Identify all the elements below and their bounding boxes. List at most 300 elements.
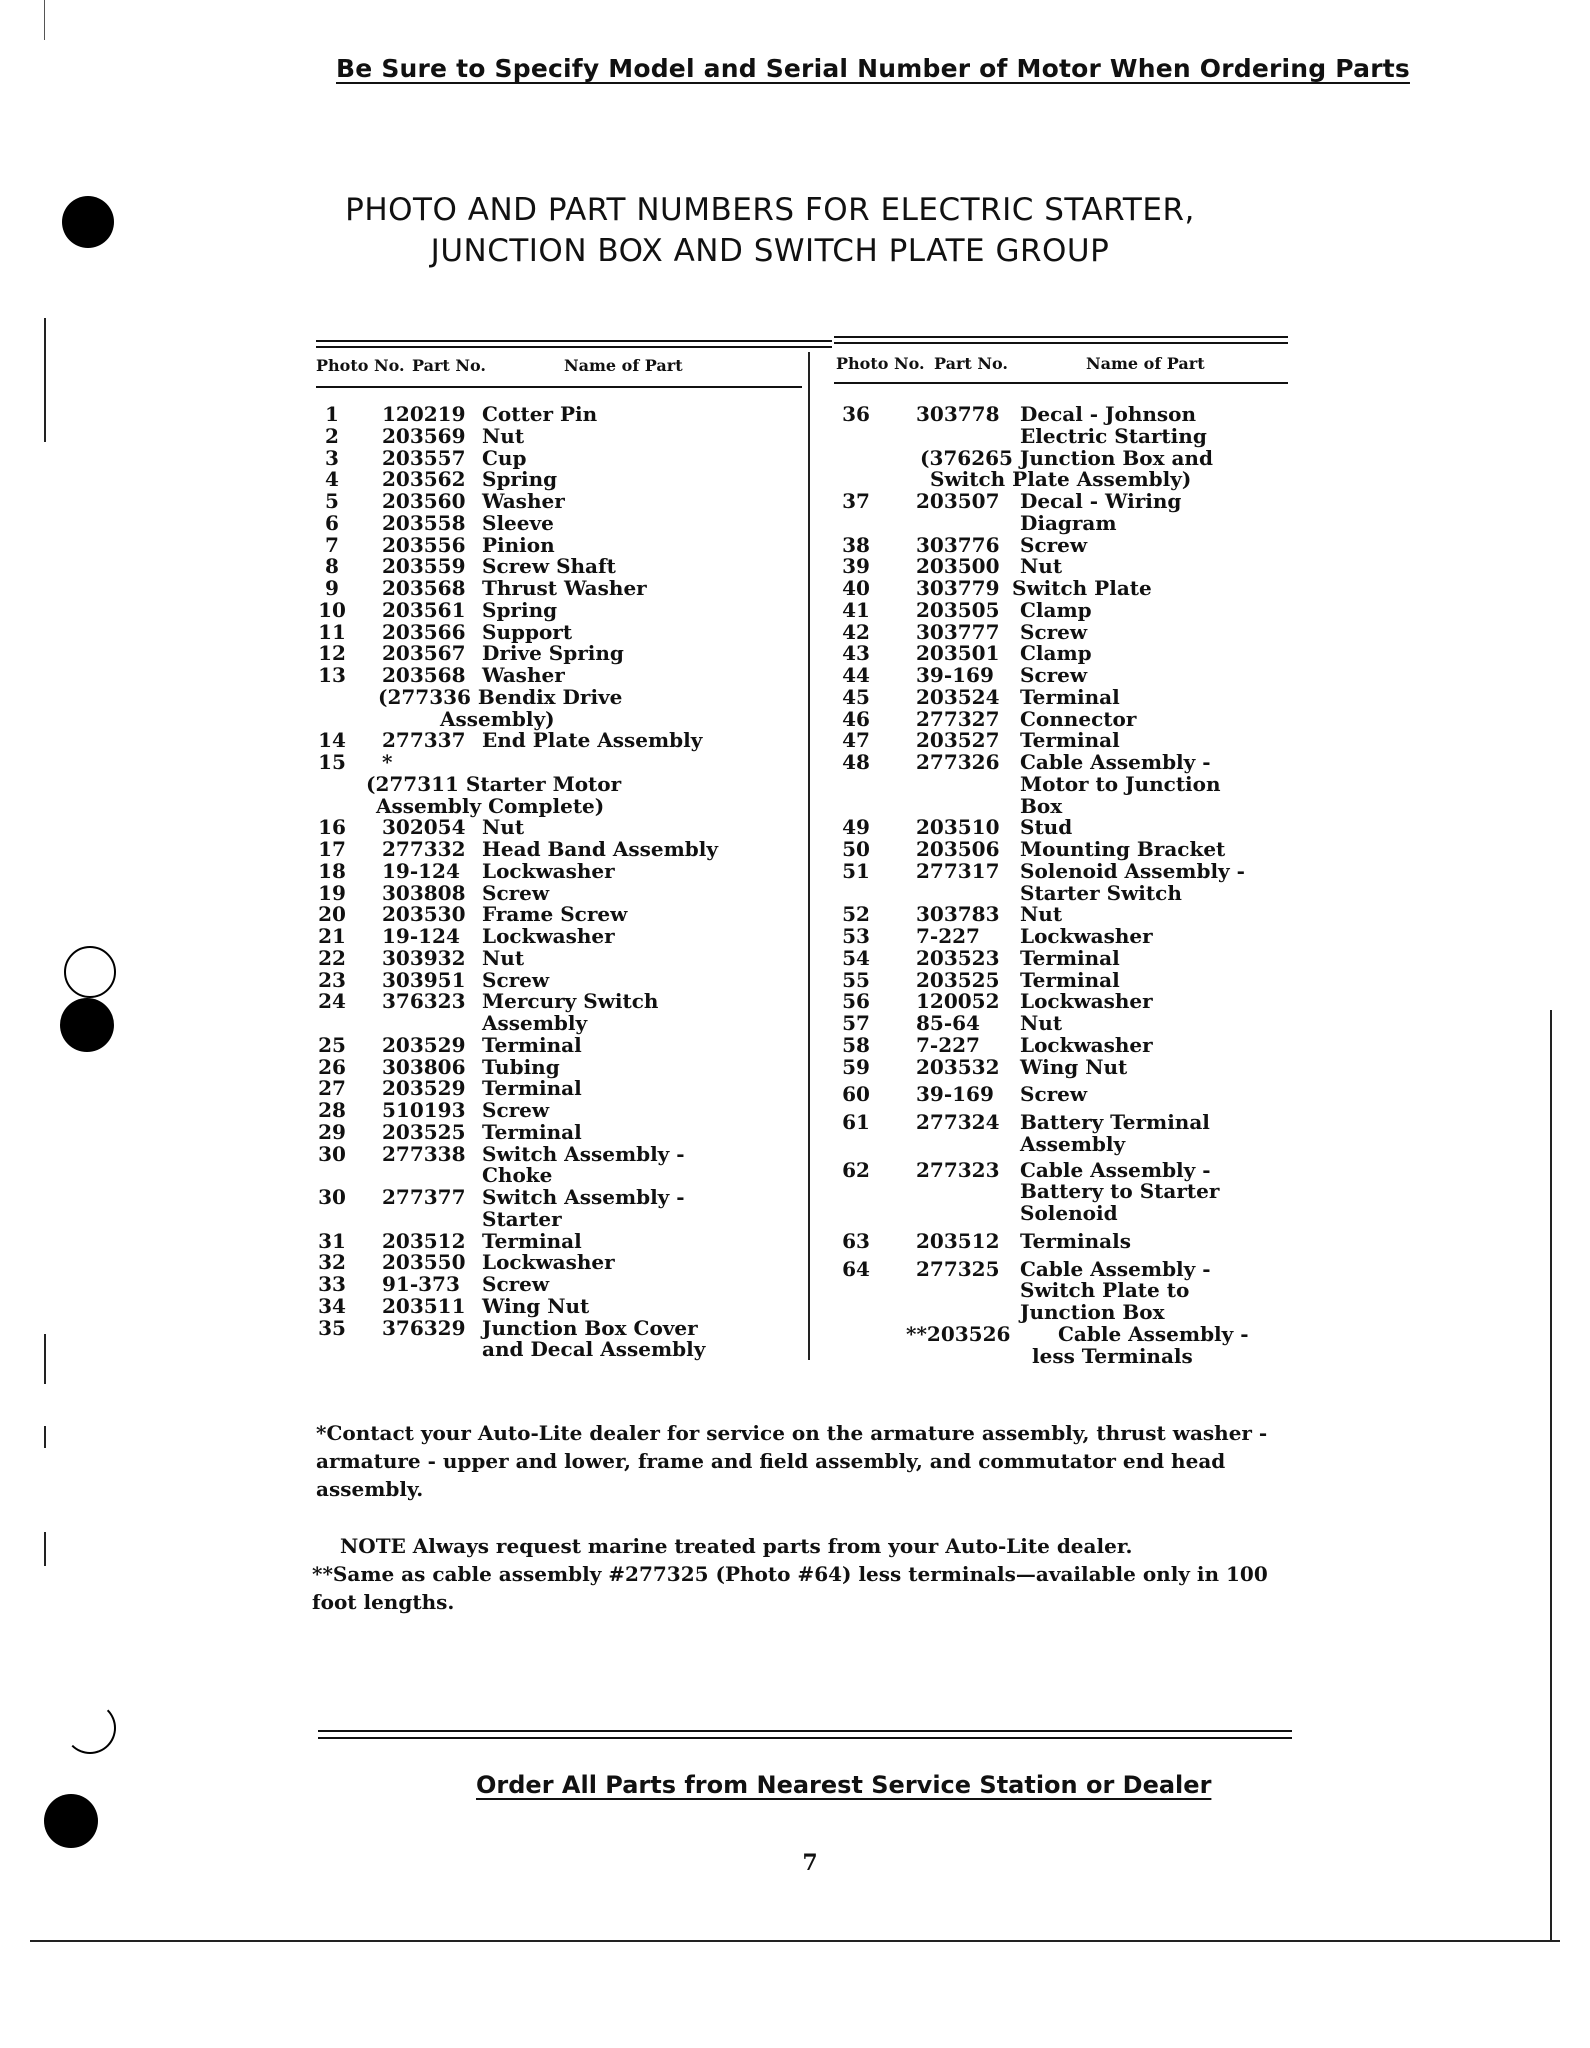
table-row	[836, 706, 1296, 731]
part-name: Electric Starting	[1020, 423, 1207, 448]
part-no: 203566	[382, 619, 466, 644]
table-row	[836, 1131, 1296, 1156]
table-row	[314, 665, 794, 687]
bottom-rule-2	[318, 1737, 1292, 1739]
part-name: Pinion	[482, 532, 555, 557]
part-name: Switch Plate	[1012, 576, 1152, 600]
part-name: Motor to Junction	[1020, 771, 1221, 796]
table-row	[314, 643, 794, 665]
part-name: Sleeve	[482, 510, 554, 535]
photo-no: 9	[325, 576, 339, 600]
part-name: Lockwasher	[1020, 1032, 1153, 1057]
top-rule-3	[316, 340, 832, 342]
part-no: 203510	[916, 815, 1000, 840]
table-row	[314, 1315, 794, 1340]
table-row	[836, 510, 1296, 535]
part-no: 203556	[382, 532, 466, 557]
photo-no: 6	[325, 510, 339, 535]
table-row	[314, 1206, 794, 1231]
table-row	[836, 1280, 1296, 1302]
part-name: Switch Plate to	[1020, 1278, 1190, 1303]
table-row	[836, 404, 1296, 426]
part-no: 203525	[916, 967, 1000, 992]
part-name: Starter Switch	[1020, 880, 1182, 905]
part-name: and Decal Assembly	[482, 1337, 706, 1362]
part-name: Terminal	[1020, 684, 1120, 709]
photo-no: 22	[318, 945, 346, 970]
table-row	[314, 1228, 794, 1253]
part-no: 120052	[916, 989, 1000, 1014]
photo-no: 37	[842, 489, 870, 513]
part-no: 203568	[382, 576, 466, 600]
top-rule-4	[316, 346, 832, 348]
part-name: Terminal	[482, 1032, 582, 1057]
part-no: 203523	[916, 945, 1000, 970]
part-no	[916, 1203, 1020, 1225]
table-row	[314, 858, 794, 883]
table-row	[836, 730, 1296, 752]
table-row	[314, 1141, 794, 1166]
part-name: Decal - Wiring	[1020, 489, 1182, 513]
photo-no	[836, 774, 876, 796]
part-name: Thrust Washer	[482, 576, 647, 600]
part-name: Mercury Switch	[482, 989, 659, 1014]
table-row	[314, 706, 794, 731]
part-no: 39-169	[916, 663, 994, 687]
bottom-rule-1	[318, 1730, 1292, 1732]
photo-no: 55	[842, 967, 870, 992]
photo-no: 17	[318, 837, 346, 861]
bottom-edge-line	[30, 1940, 1560, 1942]
part-name: Box	[1020, 793, 1063, 818]
photo-no: 5	[325, 489, 339, 513]
table-row	[836, 839, 1296, 861]
part-name: Battery to Starter	[1020, 1179, 1220, 1204]
photo-no: 10	[318, 597, 346, 622]
right-photo-no-header: Photo No.	[836, 354, 925, 373]
title-line-2: JUNCTION BOX AND SWITCH PLATE GROUP	[430, 233, 1110, 269]
part-name: Terminal	[482, 1076, 582, 1101]
photo-no: 39	[842, 554, 870, 579]
table-row	[836, 684, 1296, 709]
photo-no: 62	[842, 1157, 870, 1182]
table-row	[836, 597, 1296, 622]
part-no: 203511	[382, 1293, 466, 1318]
photo-no	[836, 1324, 876, 1346]
table-row	[314, 752, 794, 774]
part-no	[916, 883, 1020, 905]
part-no: 277323	[916, 1157, 1000, 1182]
photo-no: 45	[842, 684, 870, 709]
part-no: 203559	[382, 554, 466, 579]
part-no: 85-64	[916, 1011, 980, 1035]
photo-no: 31	[318, 1228, 346, 1253]
table-row	[836, 1032, 1296, 1057]
photo-no: 43	[842, 641, 870, 666]
part-name: Assembly	[482, 1011, 588, 1035]
part-name: Nut	[482, 423, 525, 448]
photo-no: 46	[842, 706, 870, 731]
column-divider	[808, 352, 810, 1360]
photo-no	[314, 1165, 350, 1187]
part-no: 39-169	[916, 1082, 994, 1107]
part-name: Lockwasher	[482, 1250, 615, 1275]
part-name: Switch Assembly -	[482, 1185, 685, 1209]
part-no: 203529	[382, 1076, 466, 1101]
photo-no: 25	[318, 1032, 346, 1057]
part-name: Clamp	[1020, 641, 1092, 666]
part-no: 376329	[382, 1315, 466, 1340]
table-row	[836, 1157, 1296, 1182]
photo-no: 33	[318, 1272, 346, 1296]
part-no: 203524	[916, 684, 1000, 709]
part-name: Nut	[1020, 1011, 1063, 1035]
part-no: 120219	[382, 402, 466, 426]
part-name: Diagram	[1020, 510, 1117, 535]
photo-no: 27	[318, 1076, 346, 1101]
part-name: Switch Assembly -	[482, 1141, 685, 1166]
part-name: Tubing	[482, 1054, 560, 1079]
table-row	[314, 945, 794, 970]
left-edge-mark	[44, 318, 46, 442]
photo-no: 32	[318, 1250, 346, 1275]
part-no	[916, 1280, 1020, 1302]
part-name: Cable Assembly -	[1058, 1321, 1249, 1346]
table-row	[314, 730, 794, 752]
part-no	[916, 1181, 1020, 1203]
table-row	[314, 1100, 794, 1122]
table-row	[836, 771, 1296, 796]
left-header-rule	[316, 386, 802, 388]
table-row	[836, 1181, 1296, 1203]
part-no: 277327	[916, 706, 1000, 731]
right-header-rule	[834, 382, 1288, 384]
table-row	[314, 817, 794, 839]
table-row	[836, 1228, 1296, 1253]
photo-no	[314, 687, 350, 709]
part-name: Lockwasher	[482, 858, 615, 883]
right-name-header: Name of Part	[1086, 354, 1205, 373]
part-name: Screw Shaft	[482, 554, 616, 579]
part-no: 376323	[382, 989, 466, 1014]
part-no: 203512	[916, 1228, 1000, 1253]
part-name: Junction Box Cover	[482, 1315, 698, 1340]
part-name: Screw	[482, 1272, 550, 1296]
part-no: 203562	[382, 467, 466, 492]
table-row	[836, 665, 1296, 687]
table-row	[836, 643, 1296, 665]
table-row	[836, 926, 1296, 948]
part-name: Cotter Pin	[482, 402, 598, 426]
table-row	[836, 423, 1296, 448]
part-no: 203501	[916, 641, 1000, 666]
photo-no	[314, 796, 350, 818]
punch-hole-outline	[64, 1702, 116, 1754]
table-row	[314, 1013, 794, 1035]
photo-no: 30	[318, 1185, 346, 1209]
photo-no	[836, 796, 876, 818]
part-name: Washer	[482, 489, 565, 513]
part-no: 203529	[382, 1032, 466, 1057]
part-no: 203569	[382, 423, 466, 448]
photo-no: 47	[842, 728, 870, 753]
table-row	[836, 469, 1296, 491]
part-name: Terminal	[1020, 945, 1120, 970]
table-row	[836, 1256, 1296, 1281]
part-no: 303783	[916, 902, 1000, 927]
part-name: Washer	[482, 663, 565, 687]
punch-hole	[44, 1794, 98, 1848]
photo-no: 61	[842, 1110, 870, 1134]
photo-no	[836, 1280, 876, 1302]
part-no: 303932	[382, 945, 466, 970]
left-name-header: Name of Part	[564, 356, 683, 375]
left-edge-mark	[44, 1532, 46, 1566]
photo-no: 2	[325, 423, 339, 448]
part-name: Nut	[482, 815, 525, 840]
part-name: Spring	[482, 467, 558, 492]
table-row	[836, 445, 1296, 470]
photo-no: 51	[842, 858, 870, 883]
photo-no	[836, 426, 876, 448]
photo-no: 44	[842, 663, 870, 687]
photo-no	[314, 774, 350, 796]
part-no: 7-227	[916, 1032, 980, 1057]
table-row	[314, 1339, 794, 1361]
photo-no: 40	[842, 576, 870, 600]
table-row	[314, 684, 794, 709]
part-name: Cable Assembly -	[1020, 1256, 1211, 1281]
part-no	[916, 1134, 1020, 1156]
table-row	[836, 880, 1296, 905]
table-row	[836, 556, 1296, 578]
photo-no: 57	[842, 1011, 870, 1035]
part-name: Decal - Johnson	[1020, 402, 1197, 426]
photo-no: 12	[318, 641, 346, 666]
part-name: (277311 Starter Motor	[366, 771, 622, 796]
part-no: 203568	[382, 663, 466, 687]
part-no: 277325	[916, 1256, 1000, 1281]
part-no: 203527	[916, 728, 1000, 753]
part-no: 303778	[916, 402, 1000, 426]
part-no	[382, 1013, 482, 1035]
part-no: 302054	[382, 815, 466, 840]
photo-no	[836, 469, 876, 491]
top-rule-2	[834, 342, 1288, 344]
part-name: Assembly	[1020, 1131, 1126, 1156]
table-row	[836, 1203, 1296, 1225]
part-name: Solenoid	[1020, 1201, 1118, 1225]
part-name: Terminal	[482, 1119, 582, 1144]
part-name: Terminal	[482, 1228, 582, 1253]
title-line-1: PHOTO AND PART NUMBERS FOR ELECTRIC STARTER,	[345, 192, 1195, 228]
table-row	[314, 793, 794, 818]
photo-no: 52	[842, 902, 870, 927]
table-row	[836, 619, 1296, 644]
part-name: Terminals	[1020, 1228, 1131, 1253]
photo-no	[314, 1209, 350, 1231]
photo-no: 11	[318, 619, 346, 644]
part-name: Screw	[1020, 619, 1088, 644]
part-no	[382, 1339, 482, 1361]
part-no: 277337	[382, 728, 466, 753]
photo-no: 60	[842, 1082, 870, 1107]
page-title	[300, 190, 1240, 272]
table-row	[836, 532, 1296, 557]
part-name: Assembly)	[440, 706, 555, 731]
part-no	[906, 1346, 1032, 1368]
part-name: Screw	[1020, 532, 1088, 557]
photo-no: 24	[318, 989, 346, 1014]
part-name: End Plate Assembly	[482, 728, 703, 753]
table-row	[314, 904, 794, 926]
order-parts-footer: Order All Parts from Nearest Service Station or Dealer	[476, 1771, 1212, 1799]
part-name: Head Band Assembly	[482, 837, 719, 861]
part-no: 203525	[382, 1119, 466, 1144]
part-name: Screw	[1020, 1082, 1088, 1107]
left-edge-mark	[44, 1334, 46, 1384]
part-name: Spring	[482, 597, 558, 622]
table-row	[836, 1054, 1296, 1079]
photo-no	[836, 513, 876, 535]
part-name: Screw	[482, 967, 550, 992]
photo-no: 23	[318, 967, 346, 992]
table-row	[314, 619, 794, 644]
table-row	[836, 491, 1296, 513]
top-rule-1	[834, 336, 1288, 338]
table-row	[314, 1119, 794, 1144]
part-no	[382, 1209, 482, 1231]
table-row	[314, 880, 794, 905]
table-row	[314, 578, 794, 600]
table-row	[836, 858, 1296, 883]
photo-no: 58	[842, 1032, 870, 1057]
punch-hole	[60, 998, 114, 1052]
part-no: 303808	[382, 880, 466, 905]
part-no: 277324	[916, 1110, 1000, 1134]
photo-no	[836, 883, 876, 905]
part-no: 277317	[916, 858, 1000, 883]
part-name: (376265 Junction Box and	[920, 445, 1213, 470]
cable-length-note: **Same as cable assembly #277325 (Photo #64) less terminals—available only in 100 foot lengths.	[312, 1562, 1268, 1614]
part-no: 303779	[916, 576, 1000, 600]
parts-list-right	[836, 404, 1296, 1367]
photo-no: 28	[318, 1098, 346, 1122]
part-name	[482, 752, 794, 774]
photo-no	[836, 1134, 876, 1156]
photo-no: 42	[842, 619, 870, 644]
photo-no: 48	[842, 750, 870, 774]
part-name: Screw	[482, 880, 550, 905]
part-name: (277336 Bendix Drive	[378, 684, 623, 709]
part-name: less Terminals	[1032, 1343, 1193, 1368]
photo-no	[836, 1302, 876, 1324]
photo-no: 4	[325, 467, 339, 492]
part-no: 277332	[382, 837, 466, 861]
part-no: 203560	[382, 489, 466, 513]
photo-no: 49	[842, 815, 870, 840]
photo-no	[314, 1339, 350, 1361]
photo-no	[836, 448, 876, 470]
photo-no: 59	[842, 1054, 870, 1079]
punch-hole-outline	[64, 946, 116, 998]
photo-no: 41	[842, 597, 870, 622]
punch-hole	[62, 196, 114, 248]
table-row	[836, 967, 1296, 992]
left-part-no-header: Part No.	[412, 356, 486, 375]
table-row	[836, 1302, 1296, 1324]
part-name: Nut	[1020, 554, 1063, 579]
part-no: 303806	[382, 1054, 466, 1079]
part-no: *	[382, 750, 393, 774]
part-no: 303951	[382, 967, 466, 992]
part-name: Screw	[482, 1098, 550, 1122]
part-name: Drive Spring	[482, 641, 624, 666]
part-no: **203526	[906, 1321, 1011, 1346]
part-no: 203500	[916, 554, 1000, 579]
part-name: Mounting Bracket	[1020, 837, 1226, 861]
table-row	[836, 945, 1296, 970]
part-no: 277377	[382, 1185, 466, 1209]
photo-no: 56	[842, 989, 870, 1014]
part-no: 91-373	[382, 1272, 460, 1296]
part-name: Lockwasher	[1020, 924, 1153, 948]
table-row	[836, 1343, 1296, 1368]
top-left-edge-mark	[44, 0, 45, 40]
part-no: 303777	[916, 619, 1000, 644]
table-row	[314, 556, 794, 578]
photo-no: 63	[842, 1228, 870, 1253]
part-name: Battery Terminal	[1020, 1110, 1210, 1134]
table-row	[314, 1078, 794, 1100]
table-row	[314, 1187, 794, 1209]
table-row	[836, 1084, 1296, 1106]
part-no: 19-124	[382, 924, 460, 948]
page-number: 7	[802, 1850, 818, 1876]
part-no: 203512	[382, 1228, 466, 1253]
part-name: Terminal	[1020, 967, 1120, 992]
part-name: Cup	[482, 445, 527, 470]
part-no: 203557	[382, 445, 466, 470]
photo-no: 35	[318, 1315, 346, 1340]
photo-no: 30	[318, 1141, 346, 1166]
part-name: Cable Assembly -	[1020, 750, 1211, 774]
photo-no: 3	[325, 445, 339, 470]
photo-no: 15	[318, 750, 346, 774]
photo-no: 53	[842, 924, 870, 948]
photo-no: 16	[318, 815, 346, 840]
part-name: Lockwasher	[1020, 989, 1153, 1014]
photo-no: 14	[318, 728, 346, 753]
photo-no: 26	[318, 1054, 346, 1079]
table-row	[314, 445, 794, 470]
part-no: 203507	[916, 489, 1000, 513]
table-row	[314, 469, 794, 491]
photo-no: 18	[318, 858, 346, 883]
part-no: 303776	[916, 532, 1000, 557]
table-row	[836, 1112, 1296, 1134]
part-no	[916, 513, 1020, 535]
table-row	[836, 793, 1296, 818]
photo-no	[836, 1203, 876, 1225]
marine-parts-note: NOTE Always request marine treated parts from your Auto-Lite dealer.	[340, 1534, 1133, 1558]
table-row	[314, 1293, 794, 1318]
part-name: Starter	[482, 1206, 562, 1231]
left-photo-no-header: Photo No.	[316, 356, 405, 375]
table-row	[836, 1321, 1296, 1346]
part-name: Nut	[482, 945, 525, 970]
part-no	[916, 796, 1020, 818]
